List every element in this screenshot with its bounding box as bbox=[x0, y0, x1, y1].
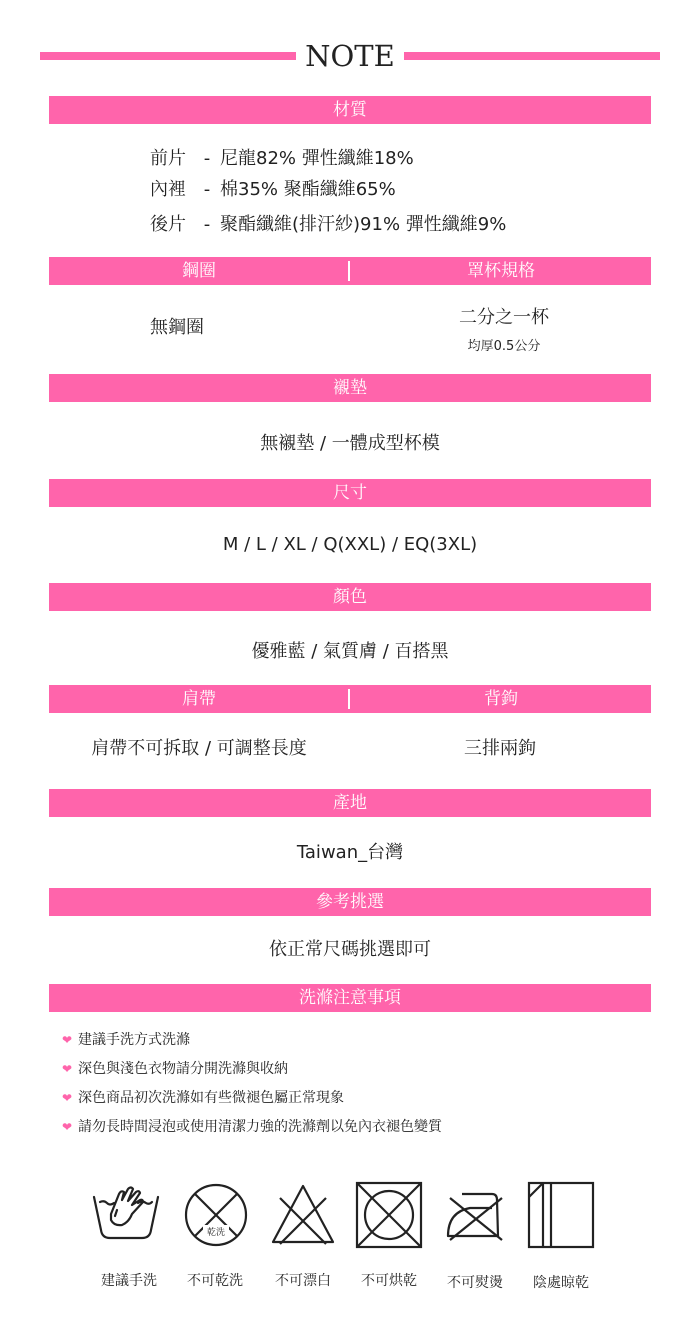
wire-value: 無鋼圈 bbox=[150, 317, 204, 338]
care-header: 洗滌注意事項 bbox=[49, 984, 651, 1012]
size-value: M / L / XL / Q(XXL) / EQ(3XL) bbox=[222, 534, 478, 555]
material-part: 內裡 bbox=[150, 179, 186, 200]
dry-clean-text: 乾洗 bbox=[206, 1228, 226, 1238]
strap-header: 肩帶 bbox=[182, 689, 216, 709]
heart-icon: ❤ bbox=[62, 1062, 73, 1076]
heart-icon: ❤ bbox=[62, 1033, 73, 1047]
care-item-text: 深色與淺色衣物請分開洗滌與收納 bbox=[78, 1061, 288, 1077]
padding-header: 襯墊 bbox=[49, 374, 651, 402]
header-divider bbox=[348, 261, 350, 281]
no-tumble-dry-icon bbox=[354, 1180, 424, 1250]
material-part: 前片 bbox=[150, 148, 186, 169]
strap-hook-header bbox=[49, 685, 651, 713]
note-line-left bbox=[40, 52, 296, 60]
cup-value: 二分之一杯 bbox=[459, 307, 549, 328]
material-row-lining bbox=[150, 175, 396, 205]
origin-value: Taiwan_台灣 bbox=[296, 842, 404, 863]
material-row-front bbox=[150, 144, 414, 174]
selection-header: 參考挑選 bbox=[49, 888, 651, 916]
material-part: 後片 bbox=[150, 214, 186, 235]
hook-value: 三排兩鉤 bbox=[464, 738, 536, 759]
care-item-text: 深色商品初次洗滌如有些微褪色屬正常現象 bbox=[78, 1090, 344, 1106]
care-item-text: 請勿長時間浸泡或使用清潔力強的洗滌劑以免內衣褪色變質 bbox=[78, 1119, 442, 1135]
cup-sub-value: 均厚0.5公分 bbox=[467, 339, 541, 354]
material-value: 棉35% 聚酯纖維65% bbox=[220, 179, 396, 200]
care-item bbox=[62, 1026, 442, 1055]
care-item bbox=[62, 1055, 442, 1084]
strap-value: 肩帶不可拆取 / 可調整長度 bbox=[91, 738, 307, 759]
shade-dry-icon bbox=[526, 1180, 596, 1250]
no-iron-label: 不可熨燙 bbox=[447, 1275, 503, 1291]
care-item bbox=[62, 1113, 442, 1142]
no-dry-clean-label: 不可乾洗 bbox=[187, 1273, 243, 1289]
material-value: 聚酯纖維(排汗紗)91% 彈性纖維9% bbox=[220, 214, 507, 235]
hand-wash-label: 建議手洗 bbox=[101, 1273, 157, 1289]
material-dash: - bbox=[203, 214, 211, 235]
selection-value: 依正常尺碼挑選即可 bbox=[269, 939, 431, 960]
heart-icon: ❤ bbox=[62, 1091, 73, 1105]
hand-wash-icon bbox=[91, 1180, 161, 1250]
no-bleach-label: 不可漂白 bbox=[275, 1273, 331, 1289]
note-line-right bbox=[404, 52, 660, 60]
size-header: 尺寸 bbox=[49, 479, 651, 507]
material-header: 材質 bbox=[49, 96, 651, 124]
no-bleach-icon bbox=[268, 1180, 338, 1250]
padding-value: 無襯墊 / 一體成型杯模 bbox=[260, 433, 440, 454]
header-divider bbox=[348, 689, 350, 709]
care-list bbox=[62, 1026, 442, 1142]
no-tumble-dry-label: 不可烘乾 bbox=[361, 1273, 417, 1289]
wire-cup-header bbox=[49, 257, 651, 285]
note-header bbox=[40, 38, 660, 74]
material-row-back bbox=[150, 210, 506, 240]
shade-dry-label: 陰處晾乾 bbox=[533, 1275, 589, 1291]
material-value: 尼龍82% 彈性纖維18% bbox=[220, 148, 414, 169]
color-value: 優雅藍 / 氣質膚 / 百搭黑 bbox=[251, 641, 449, 662]
no-iron-icon bbox=[440, 1180, 510, 1250]
material-dash: - bbox=[203, 148, 211, 169]
cup-header: 罩杯規格 bbox=[467, 261, 535, 281]
hook-header: 背鉤 bbox=[484, 689, 518, 709]
material-dash: - bbox=[203, 179, 211, 200]
note-title: NOTE bbox=[305, 39, 395, 73]
no-dry-clean-icon bbox=[181, 1180, 251, 1250]
care-item bbox=[62, 1084, 442, 1113]
wire-header: 鋼圈 bbox=[182, 261, 216, 281]
origin-header: 產地 bbox=[49, 789, 651, 817]
heart-icon: ❤ bbox=[62, 1120, 73, 1134]
color-header: 顏色 bbox=[49, 583, 651, 611]
care-item-text: 建議手洗方式洗滌 bbox=[78, 1032, 190, 1048]
